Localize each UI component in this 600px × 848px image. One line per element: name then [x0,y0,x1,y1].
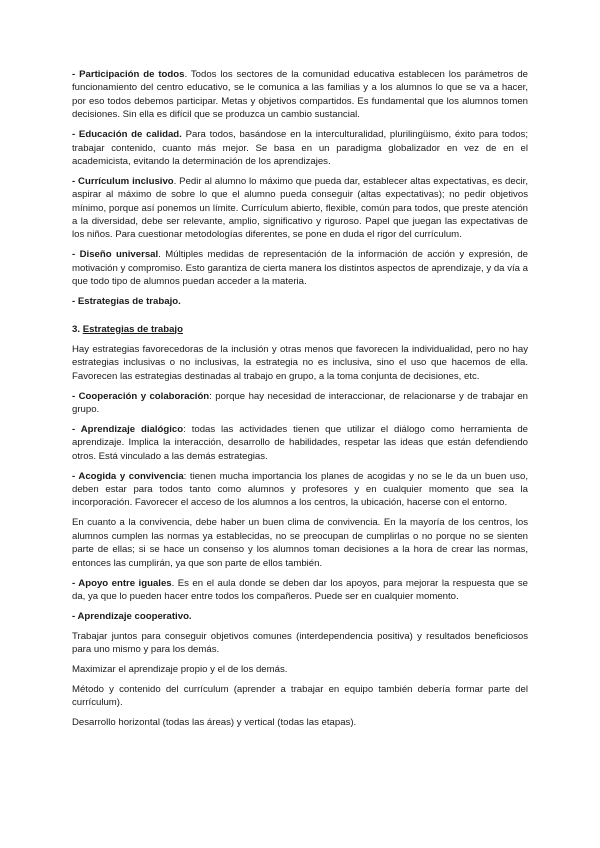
term-label: - Estrategias de trabajo. [72,296,181,308]
paragraph-acogida [72,470,528,510]
term-label: - Educación de calidad. [72,129,182,141]
term-label: - Diseño universal [72,249,159,261]
paragraph-text: Trabajar juntos para conseguir objetivos comunes (interdependencia positiva) y resultados beneficiosos para uno mismo y para los demás. [72,630,528,656]
term-label: - Apoyo entre iguales [72,577,172,589]
paragraph-desarrollo [72,716,528,729]
term-label: - Aprendizaje cooperativo. [72,610,192,622]
term-label: - Currículum inclusivo [72,175,174,187]
term-label: - Acogida y convivencia [72,470,184,482]
paragraph-educacion-calidad [72,128,528,168]
paragraph-cooperacion [72,390,528,417]
paragraph-maximizar [72,663,528,676]
paragraph-dialogico [72,423,528,463]
paragraph-text: . Es en el aula donde se deben dar los apoyos, para mejorar la respuesta que se da, ya que lo pueden hacer entre todos los compañeros. Puede ser en cualquier momento. [72,577,528,602]
paragraph-text: Para todos, basándose en la interculturalidad, plurilingüismo, éxito para todos; trabajar contenido, cuanto más mejor. Se basa en un paradigma globalizador en vez de en el academicista, evitando la determinación de los aprendizajes. [72,129,529,167]
document-page [72,68,528,736]
section-number: 3. [72,323,81,335]
paragraph-apoyo [72,577,528,604]
paragraph-text: En cuanto a la convivencia, debe haber un buen clima de convivencia. En la mayoría de los centros, los alumnos cumplen las normas ya establecidas, no se preocupan de cumplirlas o no porque no se sienten parte de ellas; si se hace un consenso y los alumnos toman decisiones a la hora de crear las normas, entonces las cumplirán, ya que son parte de ellos también. [72,517,528,569]
paragraph-curriculum-inclusivo [72,175,528,242]
paragraph-participacion [72,68,528,122]
paragraph-text: : porque hay necesidad de interaccionar, de relacionarse y de trabajar en grupo. [72,390,528,416]
paragraph-convivencia [72,516,528,570]
paragraph-text: : tienen mucha importancia los planes de acogidas y no se le da un buen uso, deben estar para todos tanto como alumnos y profesores y en cualquier momento que sea la incorporación. Favorecer el acceso de los alumnos a los centros, la ubicación, hacerse con el entorno. [72,470,528,509]
term-label: - Participación de todos [72,69,185,80]
paragraph-text: . Pedir al alumno lo máximo que pueda dar, establecer altas expectativas, es decir, aspirar al máximo de sobre lo que el alumno pueda conseguir (altas expectativas); no pedir objetivos mínimo, porque así ponemos un límite. Currículum abierto, flexible, común para todos, que preste atención a la diversidad, debe ser relevante, amplio, significativo y riguroso. Papel que juegan las expectativas de los niños. Para cuestionar metodologías diferentes, se pone en duda el rigor del currículum. [72,175,528,241]
paragraph-text: Desarrollo horizontal (todas las áreas) y vertical (todas las etapas). [72,717,357,729]
paragraph-text: . Múltiples medidas de representación de la información de acción y expresión, de motivación y compromiso. Esto garantiza de cierta manera los distintos aspectos de aprendizaje, y da vía a que todo tipo de alumnos puedan acceder a la materia. [72,249,528,288]
section-title: Estrategias de trabajo [82,323,183,335]
paragraph-trabajar-juntos [72,630,528,657]
paragraph-intro: Hay estrategias favorecedoras de la inclusión y otras menos que favorecen la individualidad, pero no hay estrategias inclusivas o no inclusivas, la estrategia no es inclusiva, sino el uso que hacemos de ella. Favorecen las estrategias destinadas al trabajo en grupo, a la toma conjunta de decisiones, etc. [72,343,528,382]
paragraph-text: Método y contenido del currículum (aprender a trabajar en equipo también debería formar parte del currículum). [72,683,528,709]
paragraph-estrategias [72,295,528,308]
paragraph-aprendizaje-cooperativo [72,610,528,623]
paragraph-text: : todas las actividades tienen que utilizar el diálogo como herramienta de aprendizaje. Implica la interacción, desarrollo de habilidades, respetar las ideas que están defendiendo otros. Está vinculado a las demás estrategias. [72,423,528,462]
paragraph-text: Maximizar el aprendizaje propio y el de los demás. [72,664,288,676]
paragraph-diseno-universal [72,248,528,288]
paragraph-metodo [72,683,528,710]
term-label: - Cooperación y colaboración [72,390,210,402]
section-heading [72,323,528,336]
term-label: - Aprendizaje dialógico [72,423,184,435]
paragraph-text: . Todos los sectores de la comunidad educativa establecen los parámetros de funcionamiento del centro educativo, se le comunica a las familias y a los alumnos lo que se va a hacer, por eso todos debemos participar. Metas y objetivos compartidos. Es fundamental que los alumnos tomen decisiones. Sin ella es difícil que se produzca un cambio sustancial. [72,69,529,121]
